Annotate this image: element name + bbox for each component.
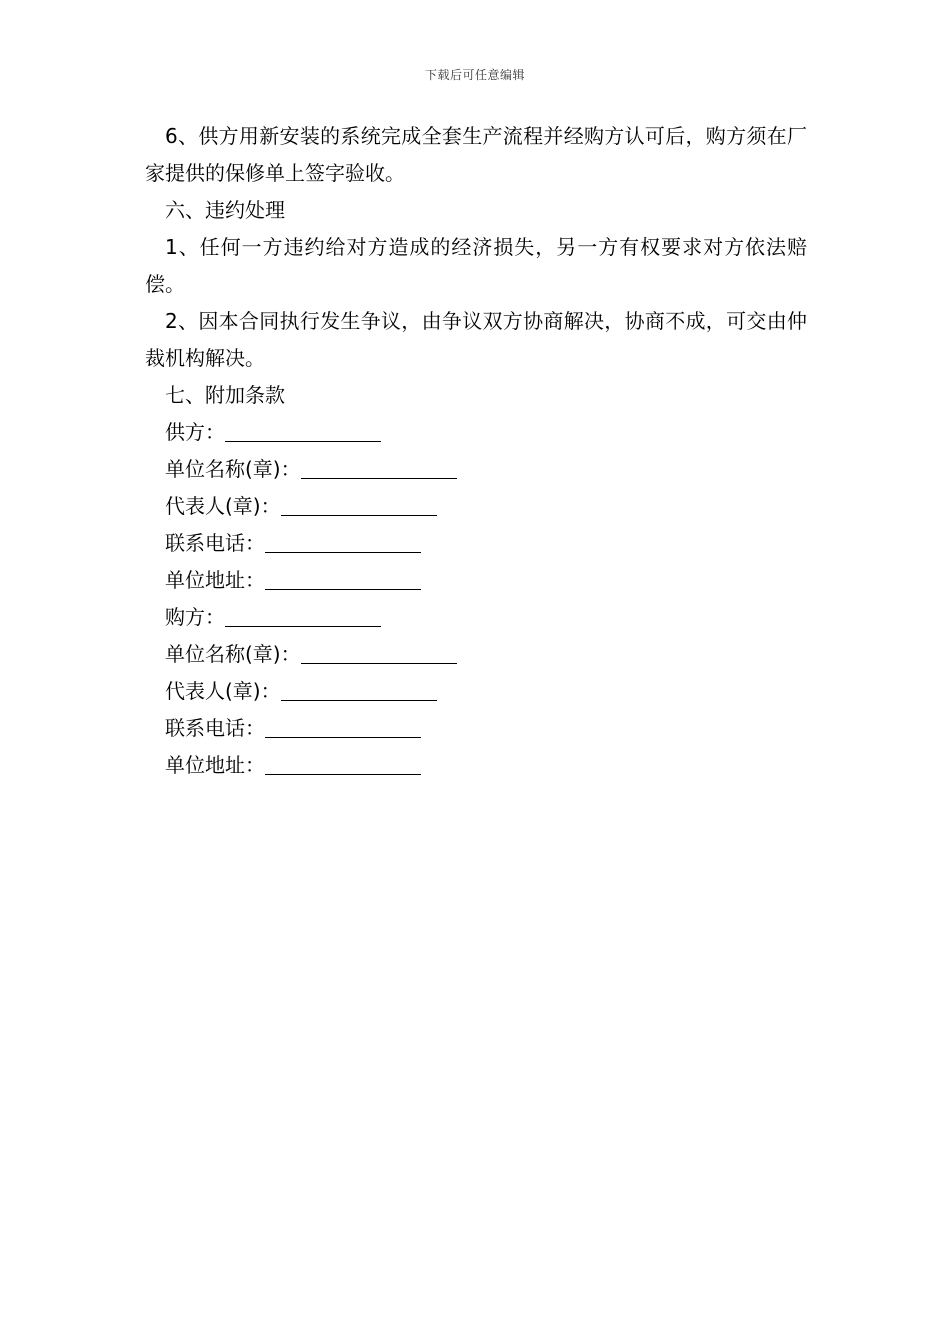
supplier-unit-name-line <box>145 451 807 488</box>
buyer-representative-line <box>145 673 807 710</box>
breach-clause-1: 1、任何一方违约给对方造成的经济损失，另一方有权要求对方依法赔偿。 <box>145 235 807 296</box>
supplier-phone-blank[interactable] <box>265 528 421 553</box>
buyer-phone-blank[interactable] <box>265 713 421 738</box>
section-heading-additional-terms: 七、附加条款 <box>165 383 285 407</box>
supplier-phone-line <box>145 525 807 562</box>
breach-clause-2: 2、因本合同执行发生争议，由争议双方协商解决，协商不成，可交由仲裁机构解决。 <box>145 309 807 370</box>
supplier-party-blank[interactable] <box>225 417 381 442</box>
buyer-party-blank[interactable] <box>225 602 381 627</box>
buyer-party-line <box>145 599 807 636</box>
supplier-address-line <box>145 562 807 599</box>
supplier-representative-label: 代表人(章)： <box>165 494 281 518</box>
supplier-party-label: 供方： <box>165 420 225 444</box>
buyer-phone-line <box>145 710 807 747</box>
buyer-party-label: 购方： <box>165 605 225 629</box>
supplier-representative-line <box>145 488 807 525</box>
buyer-unit-name-label: 单位名称(章)： <box>165 642 301 666</box>
buyer-unit-name-blank[interactable] <box>301 639 457 664</box>
supplier-phone-label: 联系电话： <box>165 531 265 555</box>
section-heading-breach: 六、违约处理 <box>165 198 285 222</box>
supplier-representative-blank[interactable] <box>281 491 437 516</box>
supplier-unit-name-label: 单位名称(章)： <box>165 457 301 481</box>
document-body <box>145 118 807 784</box>
buyer-representative-label: 代表人(章)： <box>165 679 281 703</box>
supplier-address-blank[interactable] <box>265 565 421 590</box>
buyer-address-line <box>145 747 807 784</box>
header-note: 下载后可任意编辑 <box>424 68 525 82</box>
supplier-address-label: 单位地址： <box>165 568 265 592</box>
buyer-address-label: 单位地址： <box>165 753 265 777</box>
buyer-phone-label: 联系电话： <box>165 716 265 740</box>
clause-6-paragraph: 6、供方用新安装的系统完成全套生产流程并经购方认可后，购方须在厂家提供的保修单上签字验收。 <box>145 124 807 185</box>
supplier-unit-name-blank[interactable] <box>301 454 457 479</box>
supplier-party-line <box>145 414 807 451</box>
buyer-unit-name-line <box>145 636 807 673</box>
buyer-representative-blank[interactable] <box>281 676 437 701</box>
buyer-address-blank[interactable] <box>265 750 421 775</box>
